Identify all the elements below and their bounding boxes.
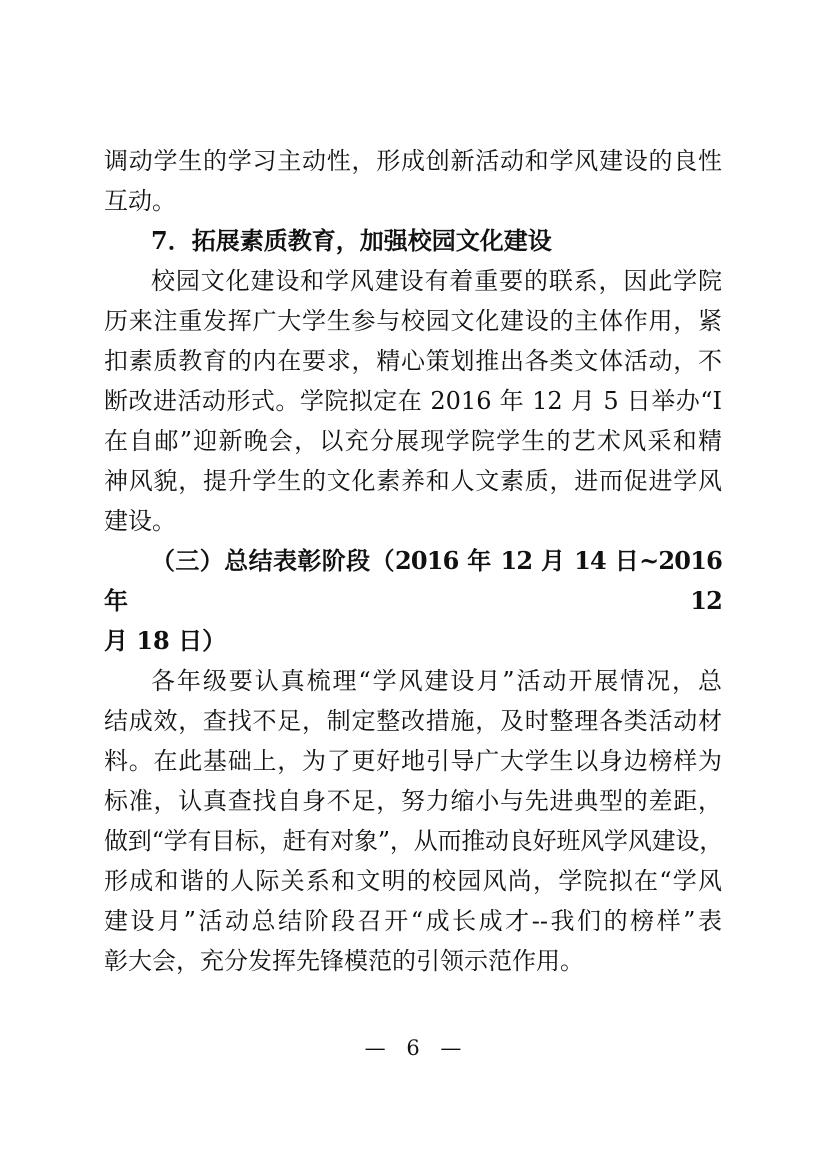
- body-line: 料。在此基础上，为了更好地引导广大学生以身边榜样为: [104, 747, 722, 775]
- stage-3-heading: （三）总结表彰阶段（2016 年 12 月 14 日~2016 年 12: [104, 546, 722, 615]
- body-line: 彰大会，充分发挥先锋模范的引领示范作用。: [104, 947, 584, 975]
- body-line: 扣素质教育的内在要求，精心策划推出各类文体活动，不: [104, 347, 722, 375]
- section-7-heading: 7．拓展素质教育，加强校园文化建设: [151, 226, 552, 255]
- body-line: 结成效，查找不足，制定整改措施，及时整理各类活动材: [104, 707, 722, 735]
- body-line: 校园文化建设和学风建设有着重要的联系，因此学院: [151, 267, 722, 295]
- body-line: 在自邮”迎新晚会，以充分展现学院学生的艺术风采和精: [104, 427, 722, 455]
- body-line: 标准，认真查找自身不足，努力缩小与先进典型的差距，: [104, 787, 722, 815]
- body-line: 做到“学有目标，赶有对象”，从而推动良好班风学风建设，: [104, 827, 722, 855]
- body-line: 断改进活动形式。学院拟定在 2016 年 12 月 5 日举办“I: [104, 387, 722, 415]
- page-number-footer: — 6 —: [364, 1036, 462, 1060]
- body-line: 互动。: [104, 187, 176, 215]
- body-line: 形成和谐的人际关系和文明的校园风尚，学院拟在“学风: [104, 867, 722, 895]
- body-line: 神风貌，提升学生的文化素养和人文素质，进而促进学风: [104, 467, 722, 495]
- body-line: 建设月”活动总结阶段召开“成长成才--我们的榜样”表: [104, 907, 722, 935]
- page-body: [104, 141, 722, 981]
- body-line: 各年级要认真梳理“学风建设月”活动开展情况，总: [151, 667, 722, 695]
- stage-3-heading: 月 18 日）: [104, 626, 227, 655]
- body-line: 历来注重发挥广大学生参与校园文化建设的主体作用，紧: [104, 307, 722, 335]
- body-line: 建设。: [104, 507, 176, 535]
- body-line: 调动学生的学习主动性，形成创新活动和学风建设的良性: [104, 147, 722, 175]
